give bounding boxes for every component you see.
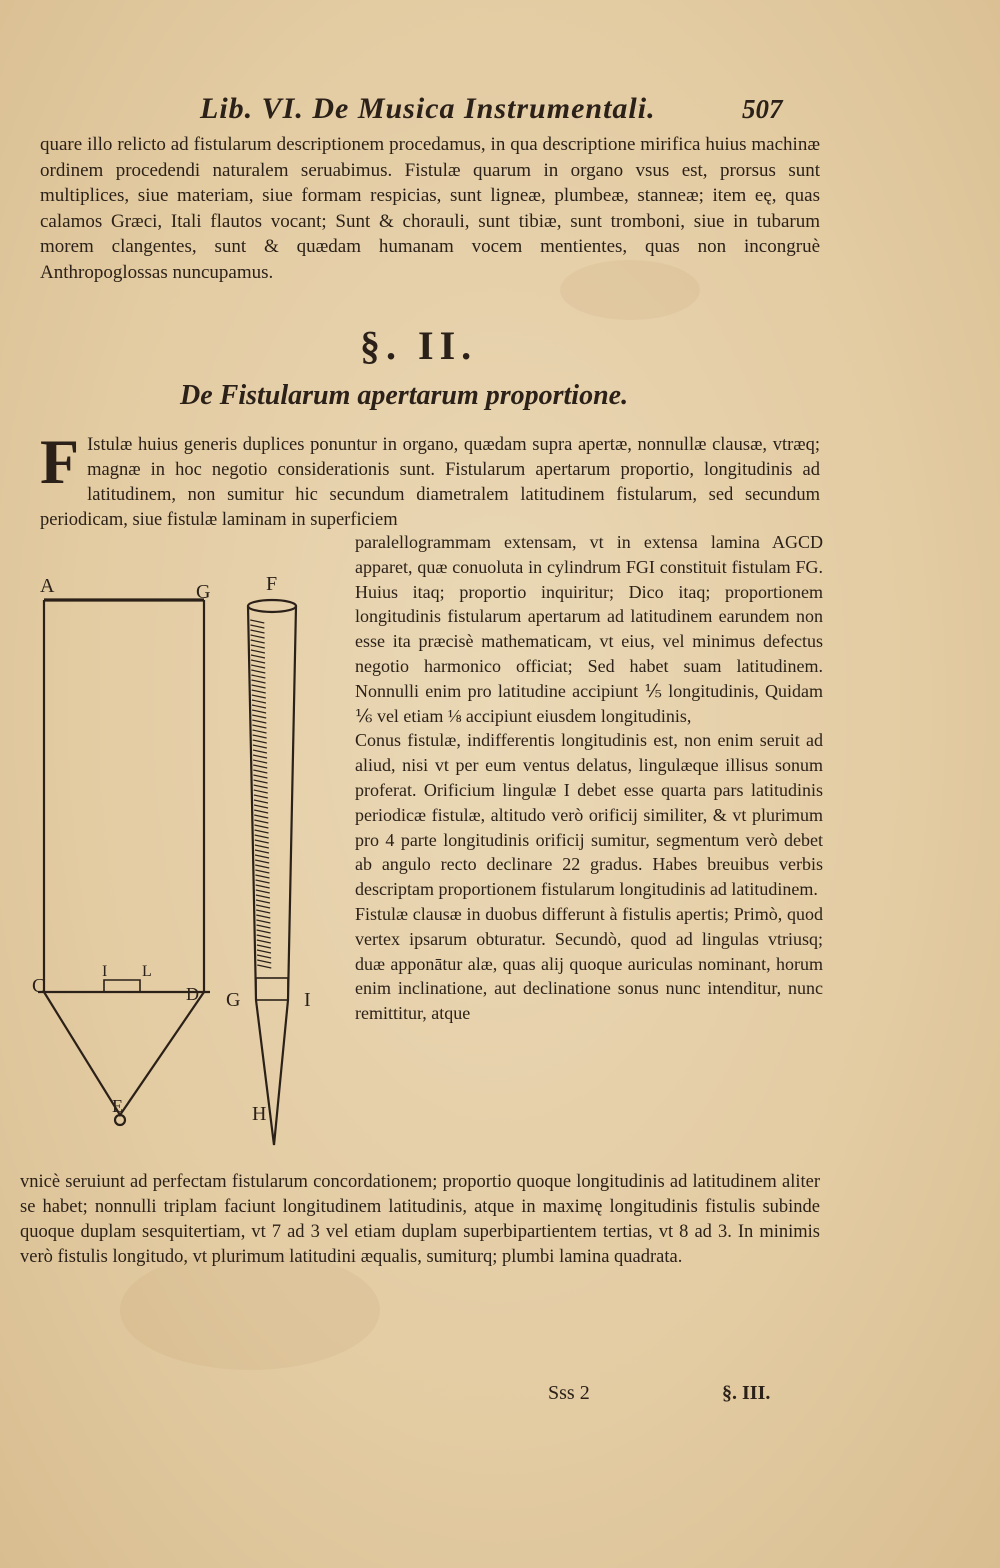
hatch-line xyxy=(251,660,265,663)
hatch-line xyxy=(256,885,270,888)
label-h: H xyxy=(252,1103,267,1125)
label-g2: G xyxy=(226,989,241,1011)
label-d: D xyxy=(186,984,199,1004)
hatch-line xyxy=(257,940,271,943)
page-footer xyxy=(0,1382,1000,1412)
hatch-line xyxy=(256,925,270,928)
hatch-line xyxy=(257,950,271,953)
hatch-line xyxy=(251,645,265,648)
section-number: §. II. xyxy=(360,323,478,368)
hatch-line xyxy=(253,750,267,753)
hatch-line xyxy=(255,855,269,858)
hatch-line xyxy=(251,655,265,658)
hatch-line xyxy=(257,955,271,958)
label-f: F xyxy=(266,573,278,595)
hatch-line xyxy=(256,915,270,918)
label-c: C xyxy=(32,975,46,997)
hatch-line xyxy=(250,625,264,628)
hatch-line xyxy=(256,900,270,903)
hatch-line xyxy=(257,935,271,938)
hatch-line xyxy=(256,920,270,923)
hatch-line xyxy=(250,630,264,633)
drop-cap: F xyxy=(40,426,80,497)
section-title: De Fistularum apertarum proportione. xyxy=(180,380,629,411)
label-e: E xyxy=(112,1096,123,1116)
hatch-line xyxy=(251,640,265,643)
hatch-line xyxy=(254,800,268,803)
hatch-line xyxy=(255,845,269,848)
hatch-line xyxy=(257,945,271,948)
hatch-line xyxy=(251,665,265,668)
hatch-line xyxy=(254,795,268,798)
label-l: L xyxy=(142,963,152,980)
hatch-line xyxy=(252,680,266,683)
hatch-line xyxy=(252,705,266,708)
hatch-line xyxy=(257,960,271,963)
right-paragraph-3: Fistulæ clausæ in duobus differunt à fistulis apertis; Primò, quod vertex ipsarum obturatur. Secundò, quod ad lingulas vtriusq; duæ apponātur alæ, quas alij quoque auriculas nominant, horum enim inclinatione, aut declinatione sonus nunc intenditur, nunc remittitur, atque xyxy=(355,903,823,1024)
hatch-line xyxy=(253,745,267,748)
pipe-figure xyxy=(20,560,350,1150)
hatch-line xyxy=(256,890,270,893)
hatch-line xyxy=(252,695,266,698)
hatch-line xyxy=(251,675,265,678)
hatch-line xyxy=(254,825,268,828)
hatch-line xyxy=(252,720,266,723)
hatch-line xyxy=(254,820,268,823)
hatch-line xyxy=(255,830,269,833)
right-column-text xyxy=(355,530,823,1026)
label-g: G xyxy=(196,581,211,603)
hatch-line xyxy=(252,690,266,693)
hatch-line xyxy=(255,875,269,878)
hatch-line xyxy=(256,895,270,898)
intro-paragraph: quare illo relicto ad fistularum descriptionem procedamus, in qua descriptione mirifica huius machinæ ordinem procedendi naturalem seruabimus. Fistulæ quarum in organo vsus est, prorsus sunt multiplices, siue materiam, siue formam respicias, sunt ligneæ, plumbeæ, stanneæ; item eę, quas calamos Græci, Itali flautos vocant; Sunt & chorauli, sunt tibiæ, sunt tromboni, siue in tubarum morem clangentes, sunt & quædam humanam vocem mentientes, quas non incongruè Anthropoglossas nuncupamus. xyxy=(40,134,820,283)
hatch-line xyxy=(254,810,268,813)
running-head: Lib. VI. De Musica Instrumentali. xyxy=(200,92,656,125)
hatch-line xyxy=(255,835,269,838)
hatch-line xyxy=(250,620,264,623)
hatch-line xyxy=(253,755,267,758)
page-header xyxy=(0,92,1000,132)
hatch-line xyxy=(253,730,267,733)
label-a: A xyxy=(40,575,55,597)
right-paragraph-2: Conus fistulæ, indifferentis longitudinis est, non enim seruit ad aliud, nisi vt per eum ventus delatus, lingulæque illisus sonum proferat. Orificium lingulæ I debet esse quarta pars latitudinis periodicæ fistulæ, altitudo verò orificij similiter, & vt plurimum pro 4 parte longitudinis orificij sumitur, segmentum verò debet ab angulo recto declinare 22 gradus. Habes breuibus verbis descriptam proportionem fistularum longitudinis ad latitudinem. xyxy=(355,730,823,900)
hatch-line xyxy=(253,775,267,778)
body-paragraph-bottom: vnicè seruiunt ad perfectam fistularum concordationem; proportio quoque longitudinis ad latitudinem aliter se habet; nonnulli triplam faciunt longitudinem latitudinis, atque in maximę longitudinis fistulis subinde quoque duplam sesquitertiam, vt 7 ad 3 vel etiam duplam superbipartientem tertias, vt 8 ad 3. In minimis verò fistulis longitudo, vt plurimum latitudini æqualis, sumiturq; plumbi lamina quadrata. xyxy=(20,1172,820,1267)
hatch-line xyxy=(252,725,266,728)
label-i2: I xyxy=(304,989,311,1011)
hatch-line xyxy=(257,965,271,968)
pipe-mouth xyxy=(256,978,288,1000)
hatch-line xyxy=(253,770,267,773)
hatch-line xyxy=(253,740,267,743)
hatch-line xyxy=(254,780,268,783)
hatch-line xyxy=(254,785,268,788)
pipe-right-edge xyxy=(288,606,296,1000)
hatch-line xyxy=(254,815,268,818)
catchword: §. III. xyxy=(722,1382,771,1404)
hatch-line xyxy=(253,760,267,763)
hatch-line xyxy=(251,635,265,638)
hatch-line xyxy=(252,685,266,688)
hatch-line xyxy=(254,805,268,808)
hatch-line xyxy=(252,700,266,703)
hatch-line xyxy=(255,850,269,853)
hatch-line xyxy=(251,670,265,673)
hatch-line xyxy=(252,710,266,713)
hatch-line xyxy=(254,790,268,793)
hatch-line xyxy=(257,930,271,933)
organ-pipe-diagram xyxy=(20,560,350,1150)
hatch-line xyxy=(255,865,269,868)
cone-outline xyxy=(44,992,204,1115)
right-paragraph-1: paralellogrammam extensam, vt in extensa lamina AGCD apparet, quæ conuoluta in cylindrum FGI constituit fistulam FG. Huius itaq; proportio inquiritur; Dico itaq; proportionem longitudinis fistularum apertarum ad latitudinem earundem non esse ita præcisè mathematicam, vt eius, vel minimus defectus negotio harmonico officiat; Sed habet suam latitudinem. Nonnulli enim pro latitudine accipiunt ⅕ longitudinis, Quidam ⅙ vel etiam ⅛ accipiunt eiusdem longitudinis, xyxy=(355,532,823,726)
hatch-line xyxy=(252,715,266,718)
hatch-line xyxy=(253,735,267,738)
hatch-line xyxy=(255,860,269,863)
hatch-line xyxy=(256,905,270,908)
body-text-top: Istulæ huius generis duplices ponuntur in organo, quædam supra apertæ, nonnullæ clausæ, vtræq; magnæ in hoc negotio considerationis sunt. Fistularum apertarum proportio, longitudinis ad latitudinem, non sumitur hic secundum diametralem latitudinem fistularum, sed secundum periodicam, siue fistulæ laminam in superficiem xyxy=(40,435,820,530)
signature-mark: Sss 2 xyxy=(548,1382,590,1404)
body-paragraph-top xyxy=(40,426,820,533)
page-number: 507 xyxy=(742,94,783,124)
hatch-line xyxy=(255,870,269,873)
hatch-line xyxy=(256,880,270,883)
pipe-top-rim xyxy=(248,600,296,612)
label-i: I xyxy=(102,963,108,980)
mouth-slot xyxy=(104,980,140,992)
hatch-line xyxy=(251,650,265,653)
hatch-line xyxy=(255,840,269,843)
hatch-line xyxy=(256,910,270,913)
hatch-line xyxy=(253,765,267,768)
